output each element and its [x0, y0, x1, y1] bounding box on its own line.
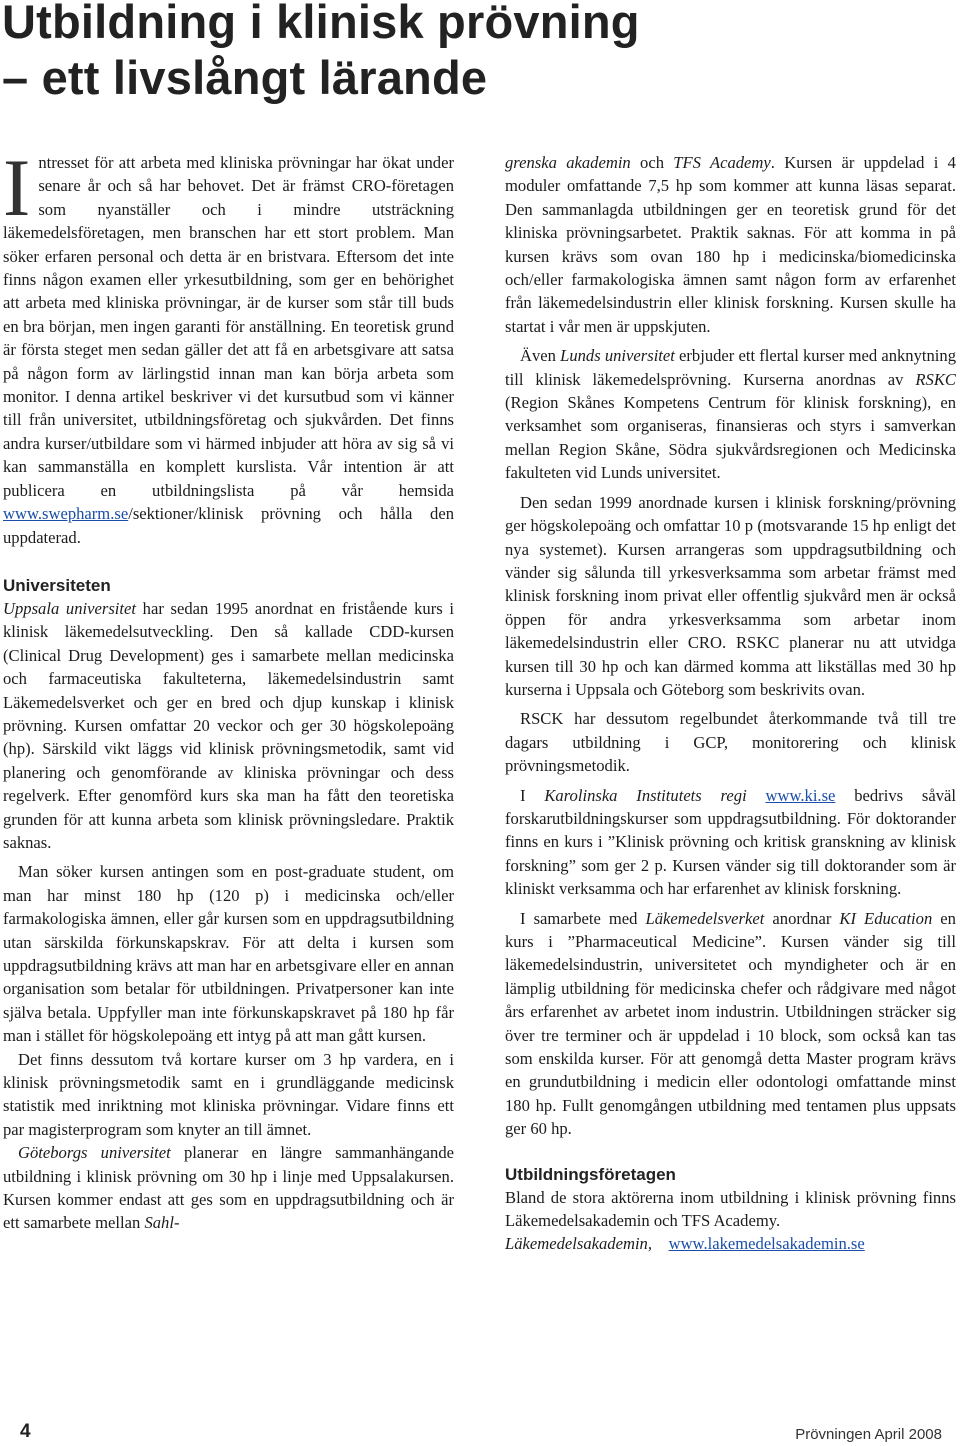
swepharm-link[interactable]: www.swepharm.se — [3, 504, 129, 524]
uppsala-paragraph — [3, 597, 454, 854]
lakemedelsakademin-name: Läkemedelsakademin, — [505, 1234, 652, 1254]
goteborg-end: Sahl- — [144, 1213, 180, 1233]
lund-mid: erbjuder ett flertal kurser med anknytning till klinisk läkemedelsprövning. Kurserna anordnas av — [505, 346, 956, 389]
tfs-name: TFS Academy — [673, 153, 771, 172]
lund-name: Lunds universitet — [560, 346, 675, 366]
karolinska-paragraph — [505, 784, 956, 901]
intro-paragraph — [3, 142, 454, 549]
karolinska-pre: I — [520, 785, 545, 805]
sahlgrenska-name: grenska akademin — [505, 153, 631, 172]
sahlgrenska-text: . Kursen är uppdelad i 4 moduler omfattande 7,5 hp som kommer att kunna läsas separat. Den sammanlagda utbildningen ger en teoretisk grund för det kliniska prövningsarbetet. Praktik saknas. För att komma in på kursen krävs som ovan 180 hp i medicinska/biomedicinska och/eller farmakologiska ämnen samt någon form av erfarenhet från läkemedelsindustrin eller klinisk forskning. Kursen skulle ha startat i vår men är uppskjuten. — [505, 153, 956, 336]
title-line-2: – ett livslångt lärande — [2, 51, 488, 104]
right-column — [505, 151, 956, 1256]
goteborg-paragraph — [3, 1141, 454, 1235]
pharm-pre: I samarbete med — [520, 908, 646, 928]
goteborg-text: planerar en längre sammanhängande utbildning i klinisk prövning om 30 hp i linje med Uppsalakursen. Kursen kommer endast att ges som en uppdragsutbildning och är ett samarbete mellan — [3, 1143, 455, 1233]
uppsala-text: har sedan 1995 anordnat en fristående kurs i klinisk läkemedelsutveckling. Den så kallade CDD-kursen (Clinical Drug Development) ges i samarbete mellan medicinska och farmaceutiska fakulteterna, läkemedelsindustrin samt Läkemedelsverket och ger en bred och djup kunskap i klinisk prövning. Kursen omfattar 20 veckor och ger 30 högskolepoäng (hp). Särskild vikt läggs vid klinisk prövningsmetodik, samt vid planering och genomförande av kliniska prövningar och dess regelverk. Efter genomförd kurs ska man ha fått den teoretiska grunden för att kunna arbeta som klinisk prövningsledare. Praktik saknas. — [3, 598, 454, 852]
intro-text: ntresset för att arbeta med kliniska prövningar har ökat under senare år och så har behovet. Det är främst CRO-företagen som nyanställer och i mindre utsträckning läkemedelsföretagen, men branschen har ett stort problem. Man söker erfaren personal och detta är en bristvara. Eftersom det inte finns någon examen eller yrkesutbildning, som ger en behörighet att arbeta med kliniska prövningar, är de kurser som står till buds en bra början, men ingen garanti för anställning. En teoretisk grund är första steget men sedan gäller det att få en arbetsgivare att satsa på någon form av lärlingstid innan man kan börja arbeta som monitor. I denna artikel beskriver vi det kursutbud som vi känner till från universitet, utbildningsföretag och sjukvården. Det finns andra kurser/utbildare som vi härmed inbjuder att höra av sig så vi kan sammanställa en komplett kurslista. Vår intention är att publicera en utbildningslista på vår hemsida — [3, 153, 454, 500]
title-line-1: Utbildning i klinisk prövning — [2, 0, 640, 48]
rsck-gcp-paragraph: RSCK har dessutom regelbundet återkommande två till tre dagars utbildning i GCP, monitorering och klinisk prövningsmetodik. — [505, 709, 956, 776]
lakemedelsakademin-line — [505, 1232, 956, 1255]
lakemedelsakademin-link[interactable]: www.lakemedelsakademin.se — [668, 1234, 865, 1254]
ki-education-name: KI Education — [839, 908, 933, 928]
rskc-name: RSKC — [915, 369, 956, 389]
and-text: och — [630, 153, 674, 172]
pharm-medicine-paragraph — [505, 907, 956, 1141]
lund-paragraph — [505, 344, 956, 484]
short-courses-paragraph: Det finns dessutom två kortare kurser om 3 hp vardera, en i klinisk prövningsmetodik samt en i grundläggande medicinsk statistik med inriktning mot kliniska prövningar. Vidare finns ett par magisterprogram som knyter an till ämnet. — [3, 1049, 454, 1139]
pharm-text: en kurs i ”Pharmaceutical Medicine”. Kursen vänder sig till läkemedelsindustrin, universitetet och myndigheter och är en lämplig utbildning för medicinska chefer och rådgivare med något års erfarenhet av arbetet inom industrin. Utbildningen sträcker sig över tre terminer och är uppdelad i 10 block, som också kan tas som enskilda kurser. För att genomgå detta Master program krävs en grundutbildning i medicin eller odontologi omfattande minst 180 hp. Fullt genomgången utbildning med tentamen plus uppsats ger 60 hp. — [505, 908, 956, 1139]
publication-footer: Prövningen April 2008 — [795, 1426, 942, 1443]
pharm-mid: anordnar — [764, 908, 840, 928]
sahlgrenska-paragraph — [505, 151, 956, 338]
karolinska-text: bedrivs såväl forskarutbildningskurser som uppdragsutbildning. För doktorander finns en kurs i ”Klinisk prövning och kritisk granskning av klinisk forskning” som ger 2 p. Kursen vänder sig till doktorander som är kliniskt verksamma och har erfarenhet av klinisk forskning. — [505, 785, 956, 899]
goteborg-name: Göteborgs universitet — [18, 1143, 171, 1163]
lund-text: (Region Skånes Kompetens Centrum för klinisk forskning), en verksamhet som organiseras, finansieras och styrs i samverkan mellan Region Skåne, Södra sjukvårdsregionen och Medicinska fakulteten vid Lunds universitet. — [505, 393, 956, 483]
page-number: 4 — [20, 1421, 31, 1442]
lund-pre: Även — [520, 346, 561, 366]
karolinska-name: Karolinska Institutets regi — [544, 785, 747, 805]
heading-companies: Utbildningsföretagen — [505, 1164, 676, 1184]
intro-end: /sektioner/klinisk prövning och hålla den uppdaterad. — [3, 504, 454, 547]
companies-paragraph: Bland de stora aktörerna inom utbildning i klinisk prövning finns Läkemedelsakademin och TFS Academy. — [505, 1187, 956, 1231]
uppsala-name: Uppsala universitet — [3, 598, 136, 618]
rskc-course-paragraph: Den sedan 1999 anordnade kursen i klinisk forskning/prövning ger högskolepoäng och omfattar 10 p (motsvarande 15 hp enligt det nya systemet). Kursen arrangeras som uppdragsutbildning och vänder sig sålunda till yrkesverksamma som arbetar främst med klinisk forskning inom privat eller offentlig sjukvård men är också öppen för andra yrkesverksamma som arbetar inom läkemedelsindustrin eller CRO. RSKC planerar nu att utvidga kursen till 30 hp och kan därmed komma att likställas med 30 hp kurserna i Uppsala och Göteborg som beskrivits ovan. — [505, 492, 956, 699]
left-column — [3, 142, 455, 1235]
drop-cap: I — [3, 142, 31, 233]
article-title — [2, 0, 952, 106]
heading-universities: Universiteten — [3, 575, 111, 595]
application-paragraph: Man söker kursen antingen som en post-graduate student, om man har minst 180 hp (120 p) i medicinska och/eller farmakologiska ämnen, eller går kursen som en uppdragsutbildning utan särskilda förkunskapskrav. För att delta i kursen som uppdragsutbildning krävs att man har en arbetsgivare eller en annan organisation som betalar för utbildningen. Privatpersoner kan inte själva betala. Uppfyller man inte förkunskapskravet på 180 hp får man i stället för högskolepoäng ett intyg på att man gått kursen. — [3, 862, 454, 1046]
lakemedelsverket-name: Läkemedelsverket — [645, 908, 765, 928]
ki-link[interactable]: www.ki.se — [765, 785, 836, 805]
